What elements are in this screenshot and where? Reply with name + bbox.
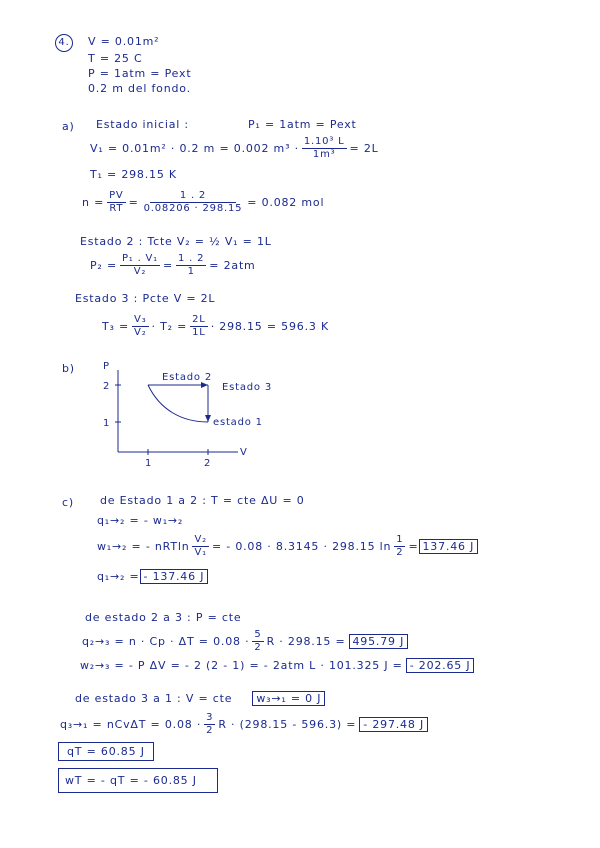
v1-frac-den: 1m³ <box>312 149 336 160</box>
n-f1-num: PV <box>109 190 124 201</box>
q31-equation <box>60 712 428 737</box>
q31-rest: R · (298.15 - 596.3) = <box>218 718 357 731</box>
t3-lhs: T₃ = <box>102 320 130 333</box>
p2-f2-num: 1 . 2 <box>178 253 205 264</box>
given-temperature: T = 25 C <box>88 52 143 65</box>
q31-frac-num: 3 <box>206 712 214 723</box>
step1-title: de Estado 1 a 2 : T = cte ΔU = 0 <box>100 494 305 507</box>
q12-result-box: - 137.46 J <box>140 569 209 584</box>
step2-title: de estado 2 a 3 : P = cte <box>85 611 242 624</box>
w12-frac2-num: 1 <box>396 534 404 545</box>
q23-frac-den: 2 <box>254 642 262 653</box>
w12-frac-num: V₂ <box>194 534 207 545</box>
initial-pressure: P₁ = 1atm = Pext <box>248 118 357 131</box>
state-1-label: estado 1 <box>213 417 263 428</box>
state3-line: Estado 3 : Pcte V = 2L <box>75 292 216 305</box>
p2-f1-num: P₁ . V₁ <box>121 253 158 264</box>
q23-rest: R · 298.15 = <box>266 635 346 648</box>
w23-result-box: - 202.65 J <box>406 658 475 673</box>
p2-equals: = <box>163 259 174 272</box>
w31-result-box: w₃→₁ = 0 J <box>252 691 325 706</box>
q12-relation: q₁→₂ = - w₁→₂ <box>97 514 184 527</box>
qt-result-box: qT = 60.85 J <box>58 742 154 761</box>
part-b-label: b) <box>62 362 75 375</box>
q23-frac-num: 5 <box>254 629 262 640</box>
state2-line: Estado 2 : Tcte V₂ = ½ V₁ = 1L <box>80 235 272 248</box>
w12-fraction-2 <box>394 534 405 559</box>
p2-lhs: P₂ = <box>90 259 117 272</box>
p2-f2-den: 1 <box>187 266 195 277</box>
q23-fraction <box>252 629 263 654</box>
step3-line <box>75 691 325 706</box>
q12-result-lhs: q₁→₂ = <box>97 570 140 583</box>
n-rhs: = 0.082 mol <box>247 196 325 209</box>
q23-lhs: q₂→₃ = n · Cp · ΔT = 0.08 · <box>82 635 250 648</box>
t3-rhs: · 298.15 = 596.3 K <box>210 320 329 333</box>
p2-f1-den: V₂ <box>133 266 147 277</box>
q23-result-box: 495.79 J <box>349 634 409 649</box>
p2-rhs: = 2atm <box>209 259 256 272</box>
t3-f2-num: 2L <box>192 314 206 325</box>
n-f2-num: 1 . 2 <box>150 190 236 203</box>
w12-mid: = - 0.08 · 8.3145 · 298.15 ln <box>211 540 392 553</box>
w23-lhs: w₂→₃ = - P ΔV = - 2 (2 - 1) = - 2atm L · 101.325 J = <box>80 659 403 672</box>
state-3-label: Estado 3 <box>222 382 272 393</box>
q31-frac-den: 2 <box>206 725 214 736</box>
v1-lhs: V₁ = 0.01m² · 0.2 m = 0.002 m³ · <box>90 142 299 155</box>
x-axis-label: V <box>240 447 247 458</box>
t3-f1-num: V₃ <box>134 314 147 325</box>
y-axis-label: P <box>103 361 110 372</box>
w12-equation <box>97 534 478 559</box>
part-a-label: a) <box>62 120 75 133</box>
t3-f1-den: V₂ <box>134 327 147 338</box>
state-2-label: Estado 2 <box>162 372 212 383</box>
n-f2-den: 0.08206 · 298.15 <box>143 203 243 214</box>
x-tick-label-2: 2 <box>204 458 211 469</box>
wt-result-box: wT = - qT = - 60.85 J <box>58 768 218 793</box>
part-c-label: c) <box>62 496 74 509</box>
y-tick-label-1: 1 <box>103 418 110 429</box>
n-equals: = <box>128 196 139 209</box>
q31-result-box: - 297.48 J <box>359 717 428 732</box>
w12-fraction <box>192 534 208 559</box>
y-tick-label-2: 2 <box>103 381 110 392</box>
given-height: 0.2 m del fondo. <box>88 82 191 95</box>
isochore-arrow <box>205 415 211 422</box>
q31-fraction <box>204 712 215 737</box>
w12-result-box: 137.46 J <box>419 539 479 554</box>
q12-result <box>97 569 208 584</box>
t1-value: T₁ = 298.15 K <box>90 168 177 181</box>
v1-rhs: = 2L <box>349 142 379 155</box>
given-volume: V = 0.01m² <box>88 35 160 48</box>
isotherm-curve <box>148 385 208 422</box>
q31-lhs: q₃→₁ = nCvΔT = 0.08 · <box>60 718 202 731</box>
given-pressure: P = 1atm = Pext <box>88 67 192 80</box>
step3-title: de estado 3 a 1 : V = cte <box>75 692 233 705</box>
q23-equation <box>82 629 408 654</box>
initial-state-title: Estado inicial : <box>96 118 189 131</box>
n-f1-den: RT <box>109 203 124 214</box>
n-lhs: n = <box>82 196 105 209</box>
t3-f2-den: 1L <box>192 327 206 338</box>
t3-mid: · T₂ = <box>151 320 188 333</box>
w12-frac-den: V₁ <box>194 547 207 558</box>
x-tick-label-1: 1 <box>145 458 152 469</box>
w23-equation <box>80 658 474 673</box>
w12-frac2-den: 2 <box>396 547 404 558</box>
v1-frac-num: 1.10³ L <box>303 136 345 147</box>
w12-lhs: w₁→₂ = - nRTln <box>97 540 190 553</box>
w12-equals: = <box>408 540 419 553</box>
problem-number-circle: 4. <box>55 34 73 52</box>
